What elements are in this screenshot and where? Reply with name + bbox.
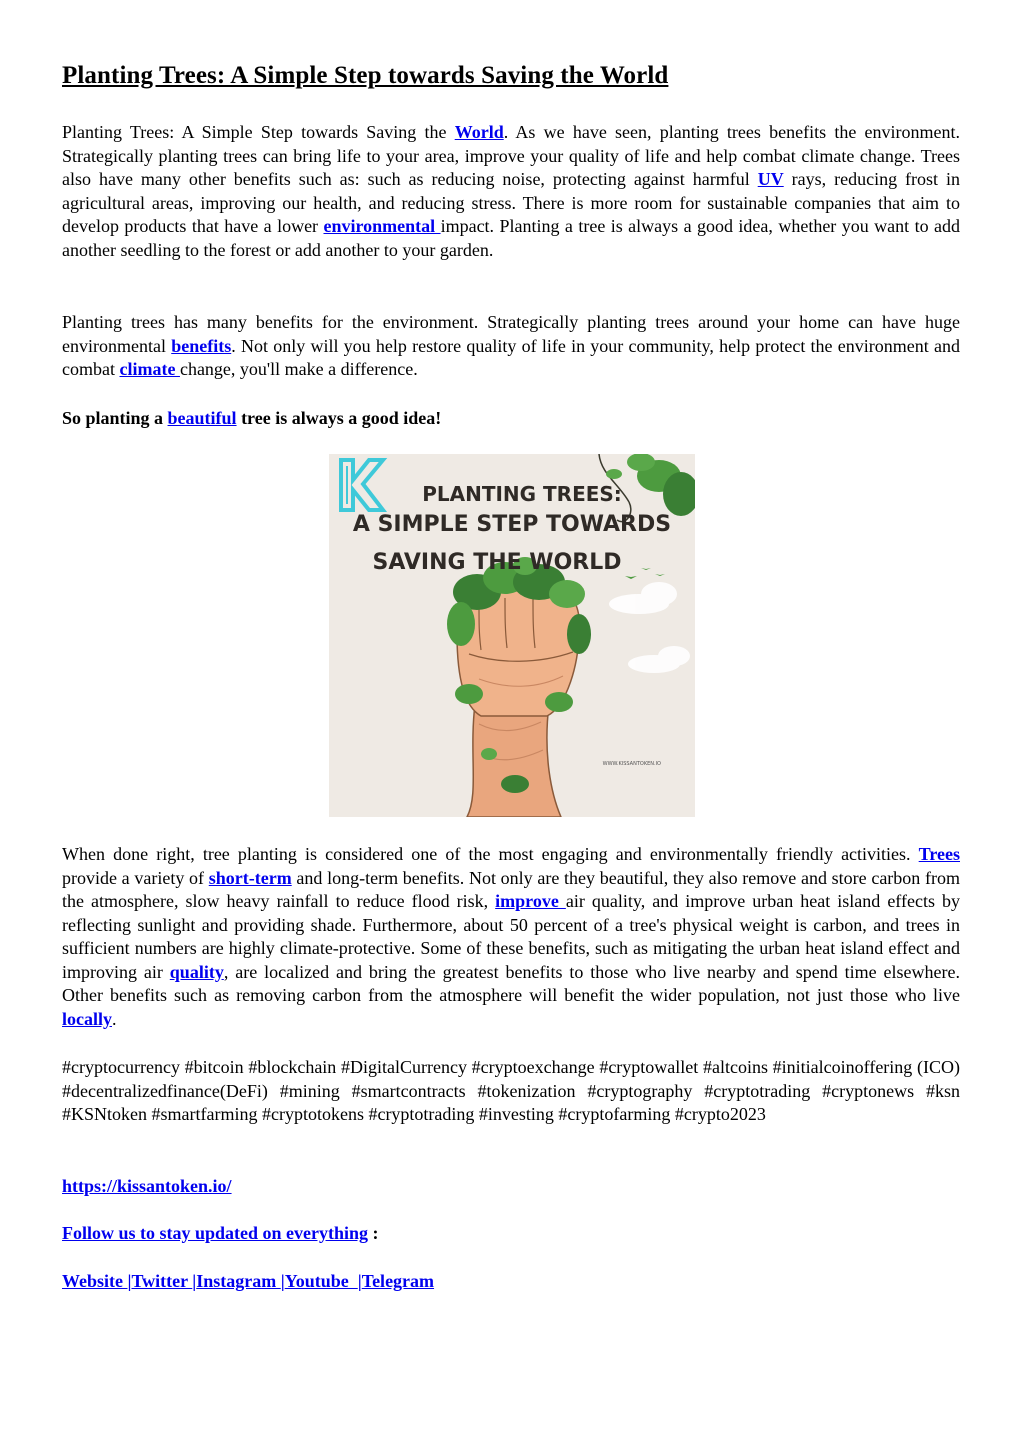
link-benefits[interactable]: benefits	[171, 335, 232, 356]
twitter-label: Twitter	[131, 1271, 193, 1291]
link-short-term[interactable]: short-term	[208, 867, 292, 888]
website-label: Website	[62, 1271, 128, 1291]
separator: |	[357, 1271, 362, 1291]
text: So planting a	[62, 408, 168, 428]
text: tree is always a good idea!	[236, 408, 442, 428]
text: When done right, tree planting is considered one of the most engaging and environmentally friendly activities.	[62, 844, 919, 864]
site-link-paragraph	[62, 1175, 960, 1199]
details-paragraph	[62, 843, 960, 1031]
poster-url: WWW.KISSANTOKEN.IO	[602, 761, 661, 767]
separator: |	[280, 1271, 285, 1291]
follow-paragraph	[62, 1222, 960, 1246]
link-instagram[interactable]	[196, 1271, 284, 1291]
link-uv[interactable]: UV	[757, 169, 784, 189]
text: provide a variety of	[62, 867, 209, 888]
social-links	[62, 1270, 960, 1294]
instagram-label: Instagram	[196, 1271, 281, 1291]
link-world[interactable]: World	[454, 122, 504, 142]
site-link[interactable]: https://kissantoken.io/	[62, 1176, 232, 1196]
separator: |	[127, 1271, 132, 1291]
intro-paragraph	[62, 121, 960, 262]
poster-image	[329, 454, 695, 817]
follow-link[interactable]: Follow us to stay updated on everything	[62, 1223, 369, 1243]
link-website[interactable]	[62, 1271, 131, 1291]
text: change, you'll make a difference.	[179, 359, 418, 379]
text: impact. Planting a tree is always a good idea, whether you want to add another seedling to the forest or add another to your garden.	[62, 216, 960, 260]
poster-line-2: A SIMPLE STEP TOWARDS	[352, 512, 672, 537]
link-telegram[interactable]: Telegram	[361, 1271, 435, 1291]
text: . Not only will you help restore quality of life in your community, help protect the environment and combat	[62, 335, 960, 379]
link-trees[interactable]: Trees	[918, 844, 960, 864]
link-improve[interactable]: improve	[495, 891, 566, 911]
poster-line-3: SAVING THE WORLD	[372, 550, 622, 575]
link-locally[interactable]: locally	[62, 1008, 112, 1029]
bold-statement	[62, 407, 960, 431]
text: and long-term benefits. Not only are they beautiful, they also remove and store carbon from the atmosphere, slow heavy rainfall to reduce flood risk,	[62, 867, 960, 911]
link-beautiful[interactable]: beautiful	[167, 408, 237, 428]
separator: |	[192, 1271, 197, 1291]
text: . As we have seen, planting trees benefits the environment. Strategically planting trees can bring life to your area, improve your quality of life and help combat climate change. Trees also have many other benefits such as: such as reducing noise, protecting against harmful	[62, 122, 960, 189]
youtube-label: Youtube	[284, 1271, 358, 1291]
text: air quality, and improve urban heat island effects by reflecting sunlight and providing shade. Furthermore, about 50 percent of a tree's physical weight is carbon, and trees in sufficient numbers are highly climate-protective. Some of these benefits, such as mitigating the urban heat island effect and improving air	[62, 891, 960, 982]
poster-line-1: PLANTING TREES:	[422, 482, 622, 506]
link-youtube[interactable]	[285, 1271, 362, 1291]
link-quality[interactable]: quality	[169, 961, 224, 982]
text: , are localized and bring the greatest benefits to those who live nearby and spend time elsewhere. Other benefits such as removing carbon from the atmosphere will benefit the wider population, not just those who live	[62, 961, 961, 1005]
link-environmental[interactable]: environmental	[323, 216, 441, 236]
hashtags-paragraph: #cryptocurrency #bitcoin #blockchain #DigitalCurrency #cryptoexchange #cryptowallet #altcoins #initialcoinoffering (ICO) #decentralizedfinance(DeFi) #mining #smartcontracts #tokenization #cryptography #cryptotrading #cryptonews #ksn #KSNtoken #smartfarming #cryptotokens #cryptotrading #investing #cryptofarming #crypto2023	[62, 1057, 960, 1124]
text: Planting trees has many benefits for the environment. Strategically planting trees around your home can have huge environmental	[62, 312, 960, 356]
benefits-paragraph	[62, 311, 960, 382]
text: .	[112, 1008, 117, 1029]
follow-suffix: :	[368, 1223, 379, 1243]
link-climate[interactable]: climate	[119, 359, 180, 379]
page-title: Planting Trees: A Simple Step towards Saving the World	[62, 62, 669, 89]
link-twitter[interactable]	[131, 1271, 196, 1291]
text: rays, reducing frost in agricultural areas, improving our health, and reducing stress. There is more room for sustainable companies that aim to develop products that have a lower	[62, 169, 960, 236]
text: Planting Trees: A Simple Step towards Saving the	[62, 122, 455, 142]
